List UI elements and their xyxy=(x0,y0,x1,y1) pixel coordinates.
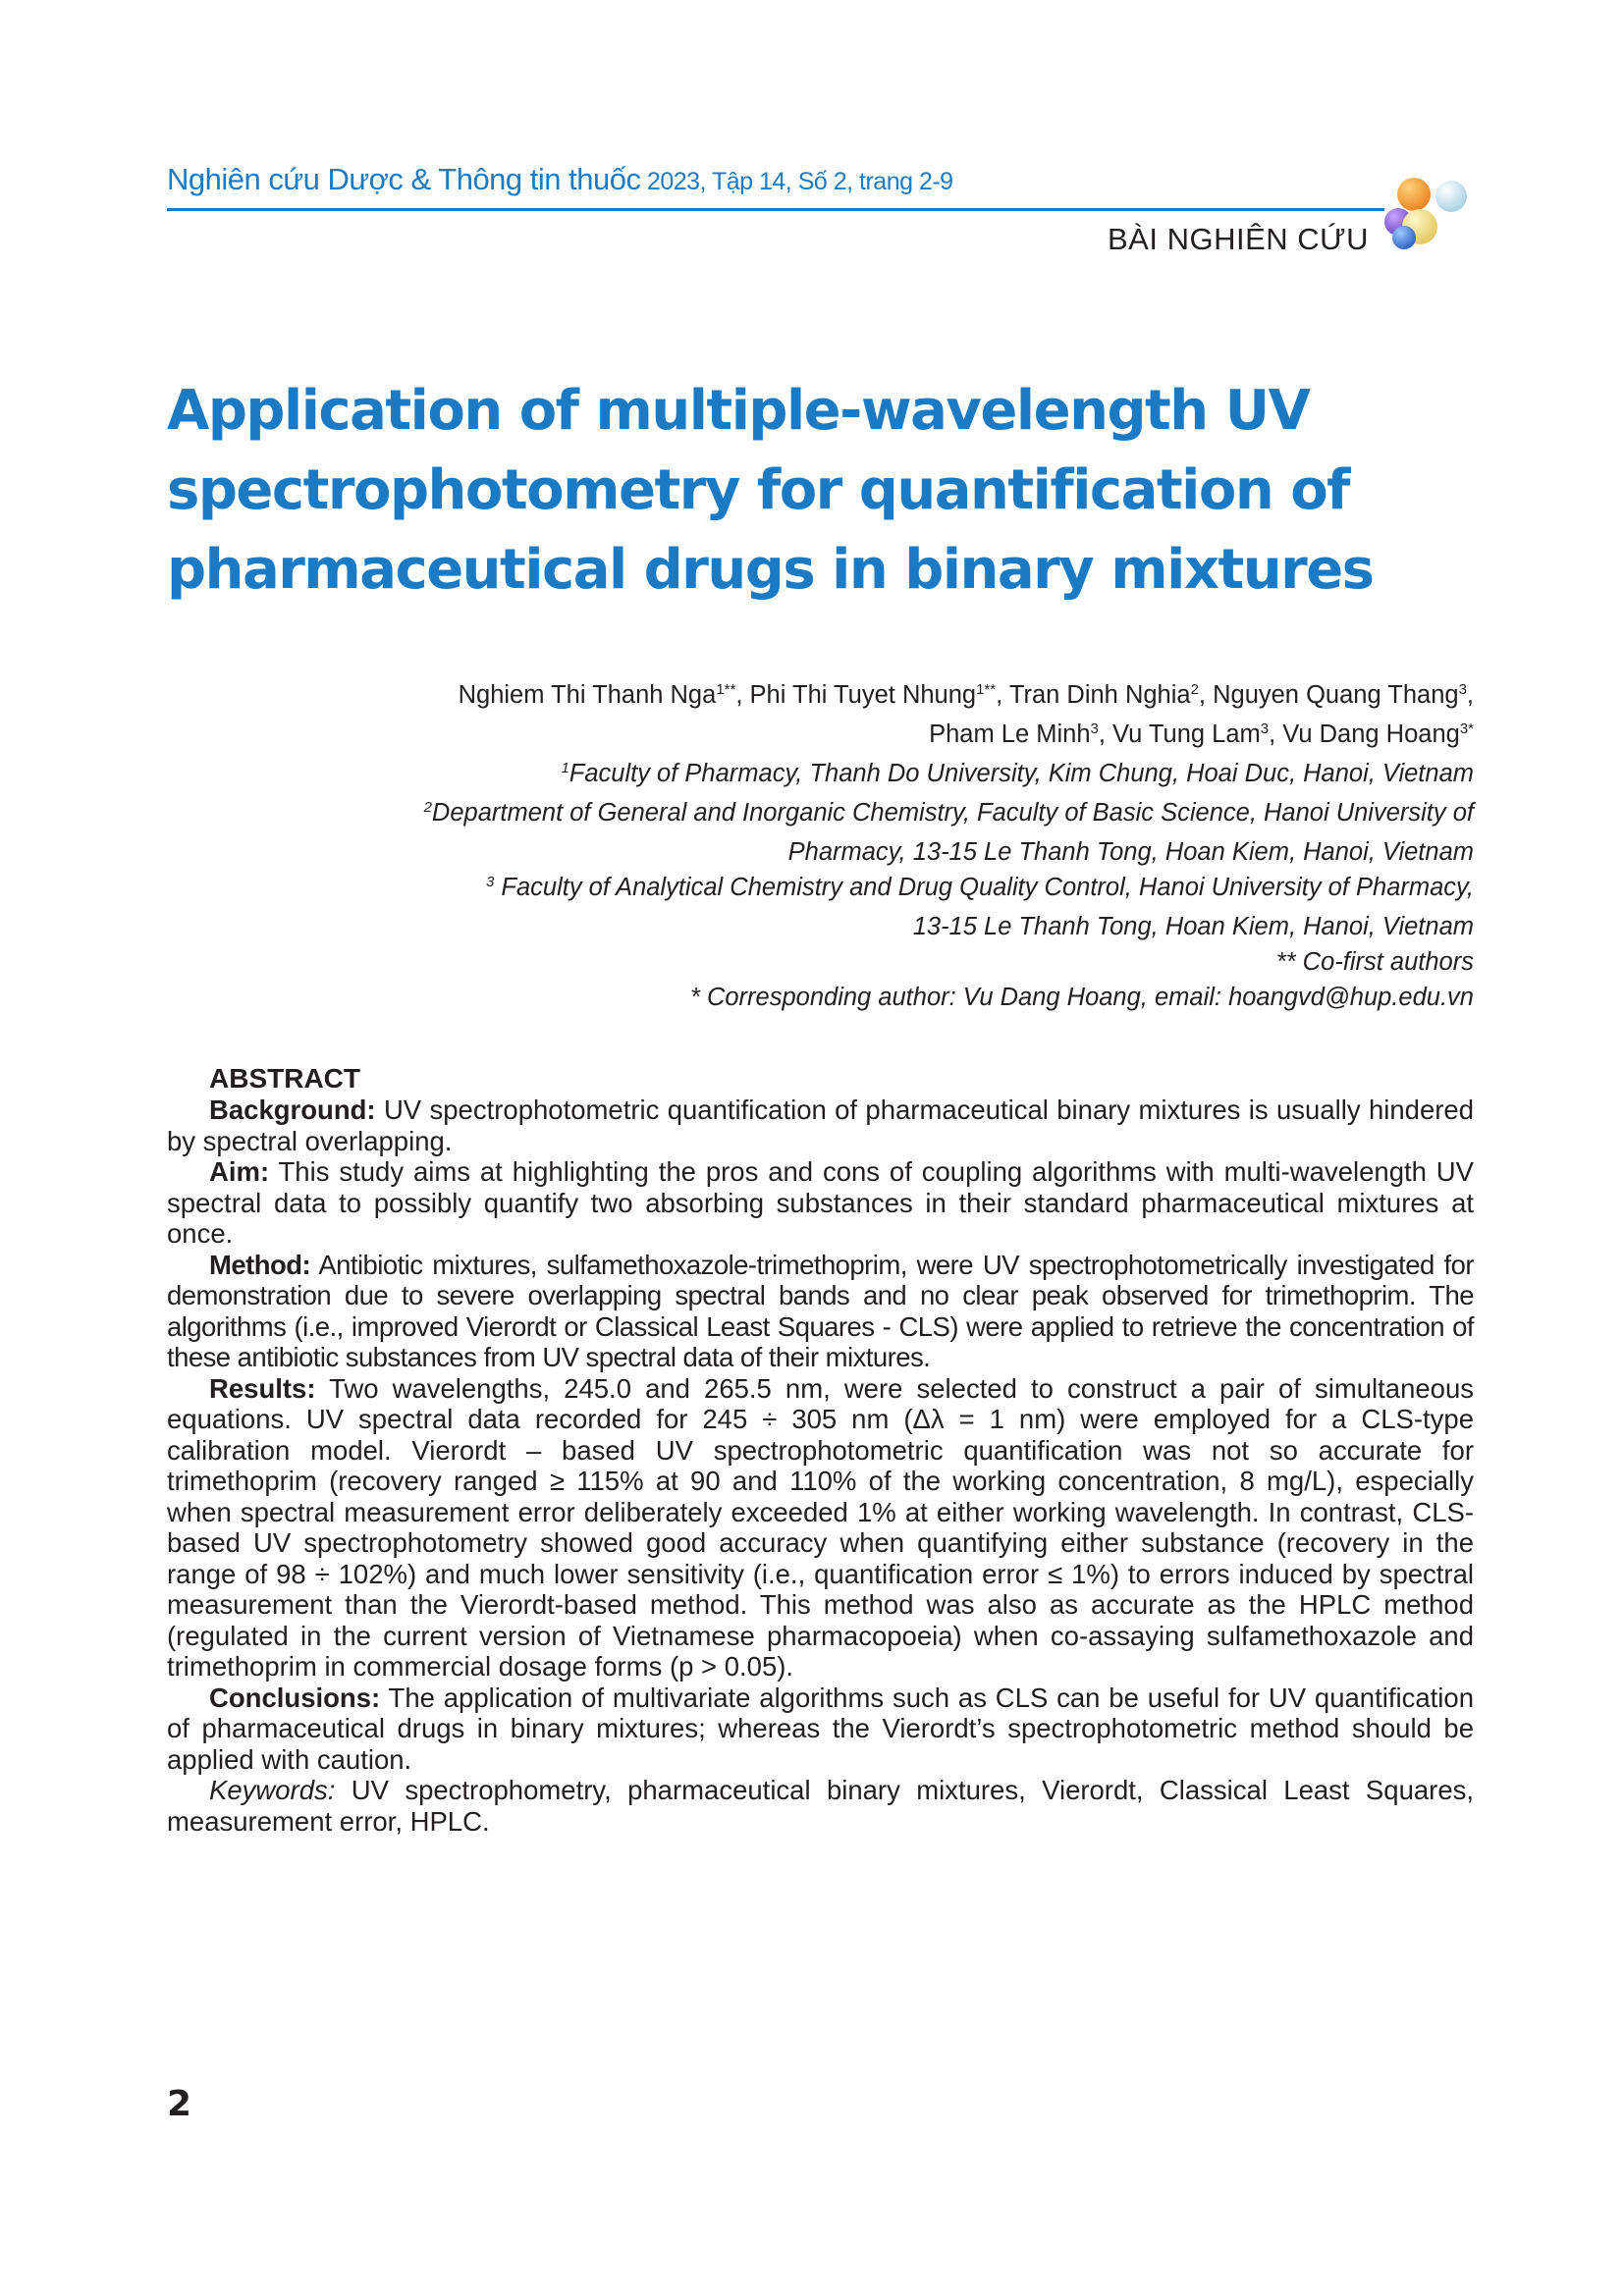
affiliation-3: $^3$ Faculty of Analytical Chemistry and Drug Quality Control, Hanoi University of Pharmacy, xyxy=(485,874,1474,901)
cofirst-note: ** Co-first authors xyxy=(1275,948,1474,976)
affiliation-mark: 3 xyxy=(485,874,495,890)
affiliation-mark: 2 xyxy=(423,799,432,816)
results-text: Two wavelengths, 245.0 and 265.5 nm, were selected to construct a pair of simultaneous equations. UV spectral data recorded for 245 ÷ 305 nm (Δλ = 1 nm) were employed for a CLS-type calibration model. Vierordt – based UV spectrophotometric quantification was not so accurate for trimethoprim (recovery ranged ≥ 115% at 90 and 110% of the working concentration, 8 mg/L), especially when spectral measurement error deliberately exceeded 1% at either working wavelength. In contrast, CLS-based UV spectrophotometry showed good accuracy when quantifying either substance (recovery in the range of 98 ÷ 102%) and much lower sensitivity (i.e., quantification error ≤ 1%) to errors induced by spectral measurement than the Vierordt-based method. This method was also as accurate as the HPLC method (regulated in the current version of Vietnamese pharmacopoeia) when co-assaying sulfamethoxazole and trimethoprim in commercial dosage forms (p > 0.05). xyxy=(167,1372,1474,1682)
author-name: , Vu Tung Lam xyxy=(1098,721,1261,748)
author-separator: , xyxy=(1466,681,1474,709)
title-line: Application of multiple-wavelength UV xyxy=(167,379,1310,443)
background-label: Background: xyxy=(209,1095,376,1125)
author-mark: 2 xyxy=(1190,681,1199,698)
article-title xyxy=(167,371,1443,610)
abstract-keywords xyxy=(167,1775,1474,1837)
background-text: UV spectrophotometric quantification of pharmaceutical binary mixtures is usually hindered by spectral overlapping. xyxy=(167,1095,1474,1156)
affiliation-2: $^2$Department of General and Inorganic Chemistry, Faculty of Basic Science, Hanoi University of xyxy=(423,799,1474,827)
title-line: pharmaceutical drugs in binary mixtures xyxy=(167,538,1374,602)
author-mark: 3 xyxy=(1458,681,1467,698)
authors-line xyxy=(197,717,1474,756)
authors-line xyxy=(197,677,1474,717)
author-name: , Nguyen Quang Thang xyxy=(1198,681,1459,709)
pills-logo-icon xyxy=(1384,173,1483,251)
journal-name: Nghiên cứu Dược & Thông tin thuốc xyxy=(167,162,641,196)
abstract-method xyxy=(167,1250,1474,1373)
author-mark: 3 xyxy=(1260,721,1270,737)
author-name: Pham Le Minh xyxy=(929,721,1091,748)
author-mark: 1** xyxy=(716,681,736,698)
results-label: Results: xyxy=(209,1372,316,1404)
corresponding-author: * Corresponding author: Vu Dang Hoang, email: hoangvd@hup.edu.vn xyxy=(689,984,1474,1011)
authors-block xyxy=(197,677,1474,1015)
author-mark: 1** xyxy=(976,681,997,698)
title-line: spectrophotometry for quantification of xyxy=(167,458,1350,522)
author-name: Nghiem Thi Thanh Nga xyxy=(458,681,717,709)
aim-text: This study aims at highlighting the pros and cons of coupling algorithms with multi-wavelength UV spectral data to possibly quantify two absorbing substances in their standard pharmaceutical mixtures at once. xyxy=(167,1156,1474,1249)
abstract-results xyxy=(167,1373,1474,1682)
affiliation-mark: 1 xyxy=(561,760,569,776)
abstract-conclusions xyxy=(167,1682,1474,1776)
aim-label: Aim: xyxy=(209,1156,270,1187)
method-label: Method: xyxy=(209,1249,311,1280)
author-mark: 3 xyxy=(1090,721,1099,737)
author-name: , Phi Thi Tuyet Nhung xyxy=(735,681,977,709)
keywords-label: Keywords: xyxy=(209,1775,336,1805)
affiliation-1: $^1$Faculty of Pharmacy, Thanh Do University, Kim Chung, Hoai Duc, Hanoi, Vietnam xyxy=(561,760,1474,787)
method-text: Antibiotic mixtures, sulfamethoxazole-trimethoprim, were UV spectrophotometrically investigated for demonstration due to severe overlapping spectral bands and no clear peak observed for trimethoprim. The algorithms (i.e., improved Vierordt or Classical Least Squares - CLS) were applied to retrieve the concentration of these antibiotic substances from UV spectral data of their mixtures. xyxy=(167,1249,1474,1372)
issue-info: 2023, Tập 14, Số 2, trang 2-9 xyxy=(640,168,953,195)
abstract-heading: ABSTRACT xyxy=(209,1063,360,1094)
author-mark: 3* xyxy=(1459,721,1474,737)
conclusions-text: The application of multivariate algorithms such as CLS can be useful for UV quantification of pharmaceutical drugs in binary mixtures; whereas the Vierordt’s spectrophotometric method should be applied with caution. xyxy=(167,1682,1474,1775)
section-label: BÀI NGHIÊN CỨU xyxy=(1107,222,1369,256)
header-divider xyxy=(167,208,1384,211)
author-name: , Vu Dang Hoang xyxy=(1269,721,1460,748)
affiliation-2-cont: Pharmacy, 13-15 Le Thanh Tong, Hoan Kiem, Hanoi, Vietnam xyxy=(787,838,1474,866)
author-name: , Tran Dinh Nghia xyxy=(996,681,1191,709)
keywords-text: UV spectrophometry, pharmaceutical binary mixtures, Vierordt, Classical Least Squares, measurement error, HPLC. xyxy=(167,1775,1474,1837)
abstract-aim xyxy=(167,1156,1474,1250)
conclusions-label: Conclusions: xyxy=(209,1682,381,1713)
abstract xyxy=(167,1063,1474,1837)
page-number: 2 xyxy=(167,2084,192,2124)
affiliation-3-cont: 13-15 Le Thanh Tong, Hoan Kiem, Hanoi, Vietnam xyxy=(912,913,1474,940)
journal-header xyxy=(167,162,953,197)
abstract-background xyxy=(167,1095,1474,1156)
